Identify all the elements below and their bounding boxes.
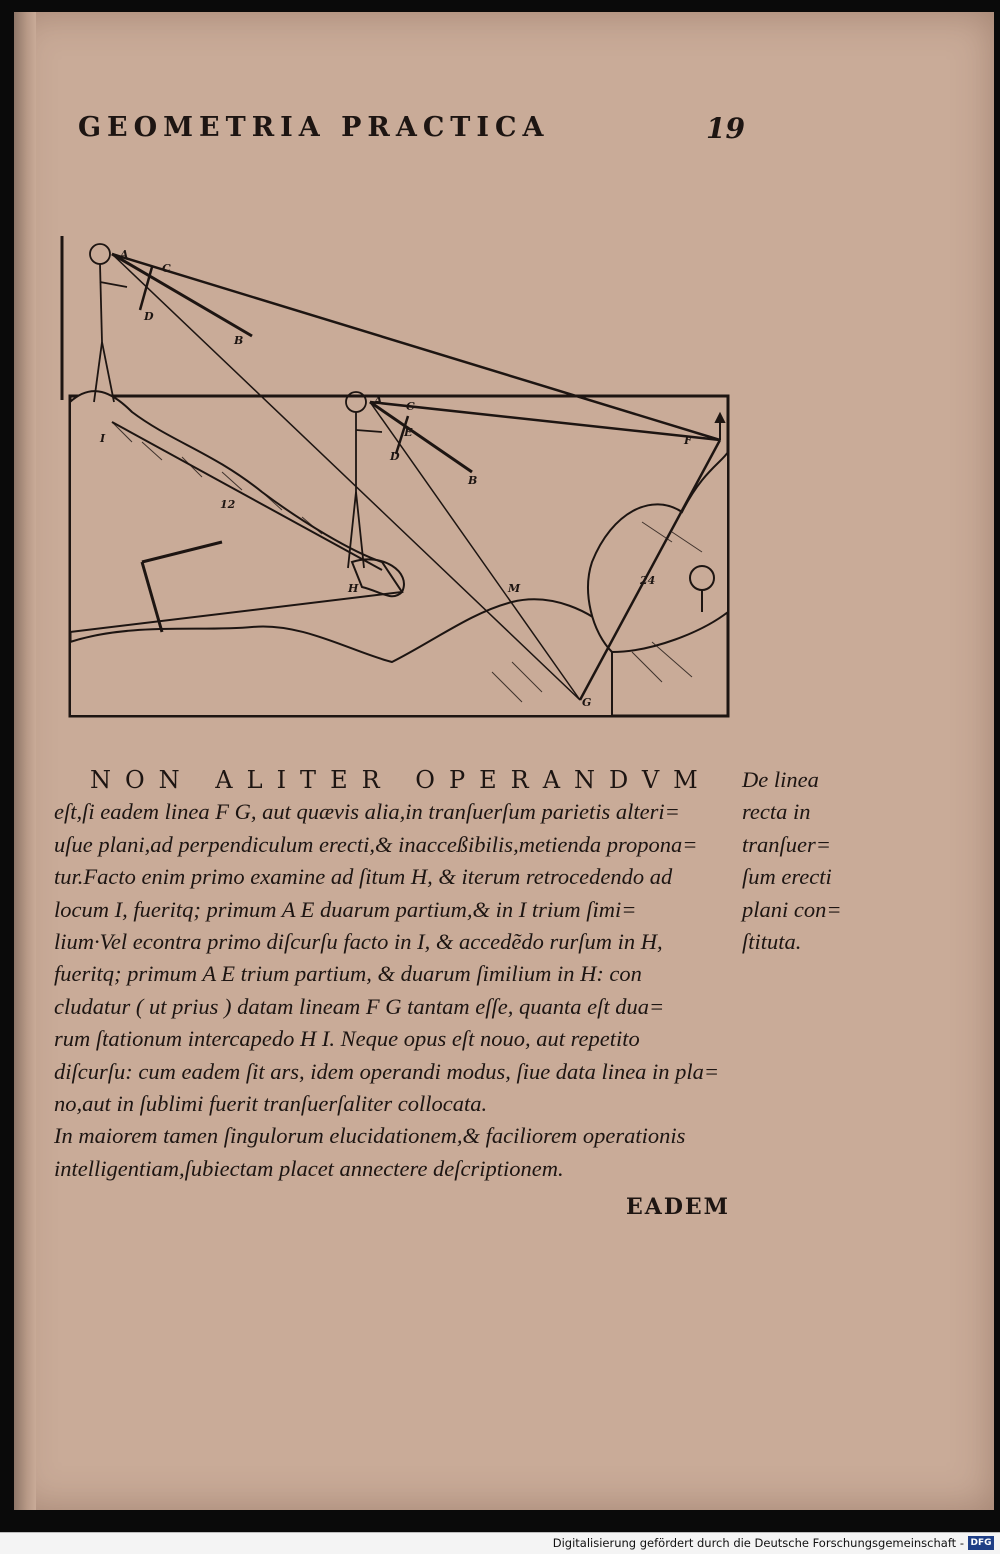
label-f: F — [684, 434, 692, 447]
running-head: GEOMETRIA PRACTICA — [78, 112, 550, 143]
page-gutter-edge — [14, 12, 36, 1510]
label-d-lower: D — [390, 450, 400, 463]
hatch-line — [632, 652, 662, 682]
right-cloud-hill — [588, 452, 728, 652]
catchword: EADEM — [626, 1194, 731, 1220]
footer-credit: Digitalisierung gefördert durch die Deutsche Forschungsgemeinschaft - — [552, 1536, 964, 1550]
label-i: I — [100, 432, 106, 445]
label-a-lower: A — [374, 394, 383, 407]
label-b-lower: B — [468, 474, 478, 487]
sightline-lower-to-f — [370, 402, 720, 440]
body-line: rum ſtationum intercapedo H I. Neque opus eſt nouo, aut repetito — [54, 1026, 640, 1052]
body-line: diſcurſu: cum eadem ſit ars, idem operandi modus, ſiue data linea in pla= — [54, 1058, 720, 1084]
margin-line: ſum erecti — [742, 864, 832, 890]
margin-line: De linea — [742, 767, 819, 792]
woodcut-illustration — [52, 232, 740, 722]
label-b-upper: B — [234, 334, 244, 347]
body-line: NON ALITER OPERANDVM — [90, 766, 712, 794]
margin-line: tranſuer= — [742, 831, 831, 857]
body-line: In maiorem tamen ſingulorum elucidationem,& faciliorem operationis — [54, 1123, 686, 1149]
woodcut-svg — [52, 232, 740, 722]
label-24: 24 — [640, 574, 656, 587]
label-g: G — [582, 696, 592, 709]
margin-line: recta in — [742, 799, 811, 825]
dfg-logo[interactable]: DFG — [968, 1536, 994, 1550]
hatch-line — [652, 642, 692, 677]
margin-line: plani con= — [742, 896, 842, 922]
label-c-lower: C — [406, 400, 415, 413]
label-e-lower: E — [404, 426, 413, 439]
label-h: H — [348, 582, 359, 595]
footer-bar — [0, 1532, 1000, 1554]
body-line: eſt,ſi eadem linea F G, aut quævis alia,in tranſuerſum parietis alteri= — [54, 799, 680, 825]
tower-flag — [716, 414, 724, 422]
page-number: 19 — [706, 112, 745, 145]
upper-observer — [90, 244, 252, 402]
body-line: uſue plani,ad perpendiculum erecti,& inacceßibilis,metienda propona= — [54, 831, 698, 857]
body-line: lium·Vel econtra primo diſcurſu facto in I, & accedẽdo rurſum in H, — [54, 928, 663, 954]
margin-line: ſtituta. — [742, 928, 802, 954]
body-line: intelligentiam,ſubiectam placet annectere deſcriptionem. — [54, 1155, 564, 1181]
label-m: M — [508, 582, 521, 595]
label-d-upper: D — [144, 310, 154, 323]
sightline-upper-to-f — [112, 254, 720, 440]
label-c-upper: C — [162, 262, 171, 275]
body-line: tur.Facto enim primo examine ad ſitum H, & iterum retrocedendo ad — [54, 864, 673, 890]
body-text — [54, 764, 744, 1185]
label-a-upper: A — [120, 248, 129, 261]
body-line: no,aut in ſublimi fuerit tranſuerſaliter collocata. — [54, 1090, 488, 1116]
body-line: locum I, fueritq; primum A E duarum partium,& in I trium ſimi= — [54, 896, 637, 922]
body-line: fueritq; primum A E trium partium, & duarum ſimilium in H: con — [54, 961, 642, 987]
lower-observer — [346, 392, 472, 568]
label-12: 12 — [220, 498, 236, 511]
body-line: cludatur ( ut prius ) datam lineam F G tantam eſſe, quanta eſt dua= — [54, 993, 665, 1019]
marginal-note — [742, 764, 852, 958]
